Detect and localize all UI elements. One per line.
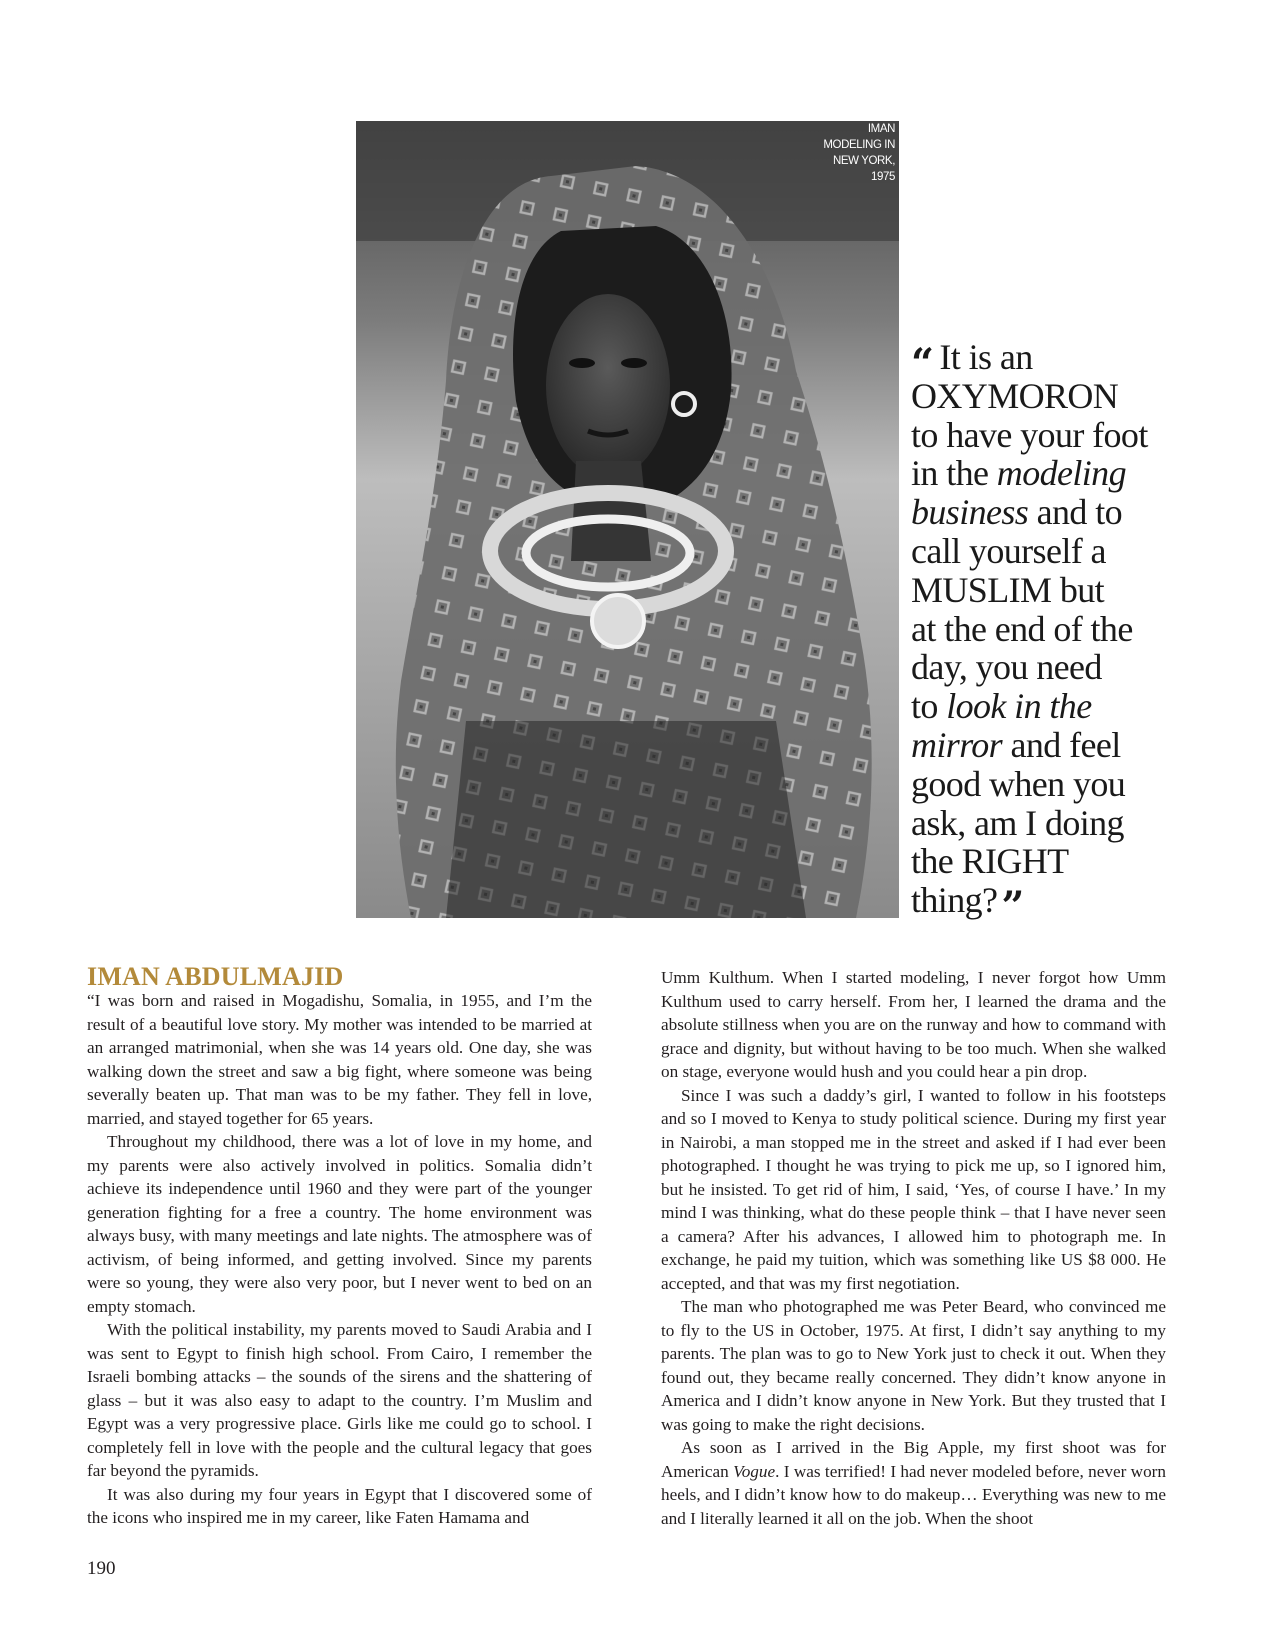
article-column-right — [661, 966, 1166, 1530]
pull-quote-line: at the end of the — [911, 608, 1133, 649]
pull-quote-line: call yourself a — [911, 530, 1106, 571]
pull-quote-emphasis: look in the — [946, 686, 1092, 727]
pull-quote-line — [911, 726, 1271, 765]
photo-caption — [823, 121, 895, 185]
pull-quote-text: and to — [1028, 492, 1122, 533]
pull-quote-emphasis: mirror — [911, 724, 1003, 765]
article-text: . I was terrified! I had never modeled before, never worn heels, and I didn’t know how to do makeup… Everything was new to me and I literally learned it all on the job. When the shoot — [661, 1461, 1166, 1528]
pull-quote-line: good when you — [911, 763, 1126, 804]
article-emphasis: Vogue — [733, 1461, 776, 1481]
pull-quote-emphasis: modeling — [996, 453, 1126, 494]
caption-line: NEW YORK, — [832, 155, 895, 167]
pull-quote — [911, 337, 1271, 931]
article-paragraph — [661, 1436, 1166, 1530]
pull-quote-line — [911, 493, 1271, 532]
article-column-left — [87, 989, 592, 1530]
pull-quote-line: day, you need — [911, 647, 1102, 688]
pull-quote-text: in the — [911, 453, 997, 494]
pull-quote-line: MUSLIM but — [911, 569, 1105, 610]
pull-quote-line: to have your foot — [911, 414, 1148, 455]
article-paragraph: It was also during my four years in Egypt that I discovered some of the icons who inspired me in my career, like Faten Hamama and — [87, 1484, 592, 1527]
pull-quote-text: and feel — [1002, 724, 1121, 765]
pull-quote-line — [911, 880, 1271, 931]
caption-line: 1975 — [871, 171, 895, 183]
pull-quote-line: the RIGHT — [911, 841, 1069, 882]
pull-quote-text: It is an — [939, 337, 1033, 377]
article-paragraph: Umm Kulthum. When I started modeling, I never forgot how Umm Kulthum used to carry herself. From her, I learned the drama and the absolute stillness when you are on the runway and how to command with grace and dignity, but without having to be too much. When she walked on stage, everyone would hush and you could hear a pin drop. — [661, 968, 1166, 1081]
caption-line: MODELING IN — [823, 139, 895, 151]
article-heading: IMAN ABDULMAJID — [87, 962, 344, 991]
pull-quote-line — [911, 687, 1271, 726]
caption-line: IMAN — [867, 123, 895, 135]
photo-illustration — [356, 121, 899, 918]
portrait-photo — [356, 121, 899, 918]
article-paragraph: With the political instability, my parents moved to Saudi Arabia and I was sent to Egypt to finish high school. From Cairo, I remember the Israeli bombing attacks – the sounds of the sirens and the shattering of glass – but it was also easy to adapt to the country. I’m Muslim and Egypt was a very progressive place. Girls like me could go to school. I completely fell in love with the people and the cultural legacy that goes far beyond the pyramids. — [87, 1320, 592, 1480]
article-paragraph: “I was born and raised in Mogadishu, Somalia, in 1955, and I’m the result of a beautiful love story. My mother was intended to be married at an arranged matrimonial, when she was 14 years old. One day, she was walking down the street and saw a big fight, where someone was being severally beaten up. That man was to be my father. They fell in love, married, and stayed together for 65 years. — [87, 991, 592, 1128]
article-paragraph: The man who photographed me was Peter Beard, who convinced me to fly to the US in October, 1975. At first, I didn’t say anything to my parents. The plan was to go to New York just to check it out. When they found out, they became really concerned. They didn’t know anyone in America and I didn’t know anyone in New York. But they trusted that I was going to make the right decisions. — [661, 1297, 1166, 1434]
article-paragraph: Since I was such a daddy’s girl, I wanted to follow in his footsteps and so I moved to Kenya to study political science. During my first year in Nairobi, a man stopped me in the street and asked if I had ever been photographed. I thought he was trying to pick me up, so I ignored him, but he insisted. To get rid of him, I said, ‘Yes, of course I have.’ In my mind I was thinking, what do these people think – that I have never seen a camera? After his advances, I allowed him to photograph me. In exchange, he paid my tuition, which was something like US $8 000. He accepted, and that was my first negotiation. — [661, 1085, 1166, 1293]
pull-quote-emphasis: business — [911, 492, 1029, 533]
pull-quote-line: ask, am I doing — [911, 802, 1124, 843]
pull-quote-text: thing? — [911, 880, 998, 921]
open-quote-icon: “ — [911, 340, 934, 387]
article-paragraph: Throughout my childhood, there was a lot of love in my home, and my parents were also actively involved in politics. Somalia didn’t achieve its independence until 1960 and they were part of the younger generation fighting for a free a country. The home environment was always busy, with many meetings and late nights. The atmosphere was of activism, of being informed, and getting involved. Since my parents were so young, they were also very poor, but I never went to bed on an empty stomach. — [87, 1132, 592, 1316]
pull-quote-line: OXYMORON — [911, 375, 1119, 416]
pull-quote-text: to — [911, 686, 947, 727]
article-text: As soon as I arrived in the Big Apple, my first shoot was for American — [661, 1438, 1166, 1481]
page-number: 190 — [87, 1558, 116, 1579]
pull-quote-line — [911, 337, 1271, 387]
pull-quote-line — [911, 454, 1271, 493]
close-quote-icon: ” — [1001, 883, 1024, 931]
